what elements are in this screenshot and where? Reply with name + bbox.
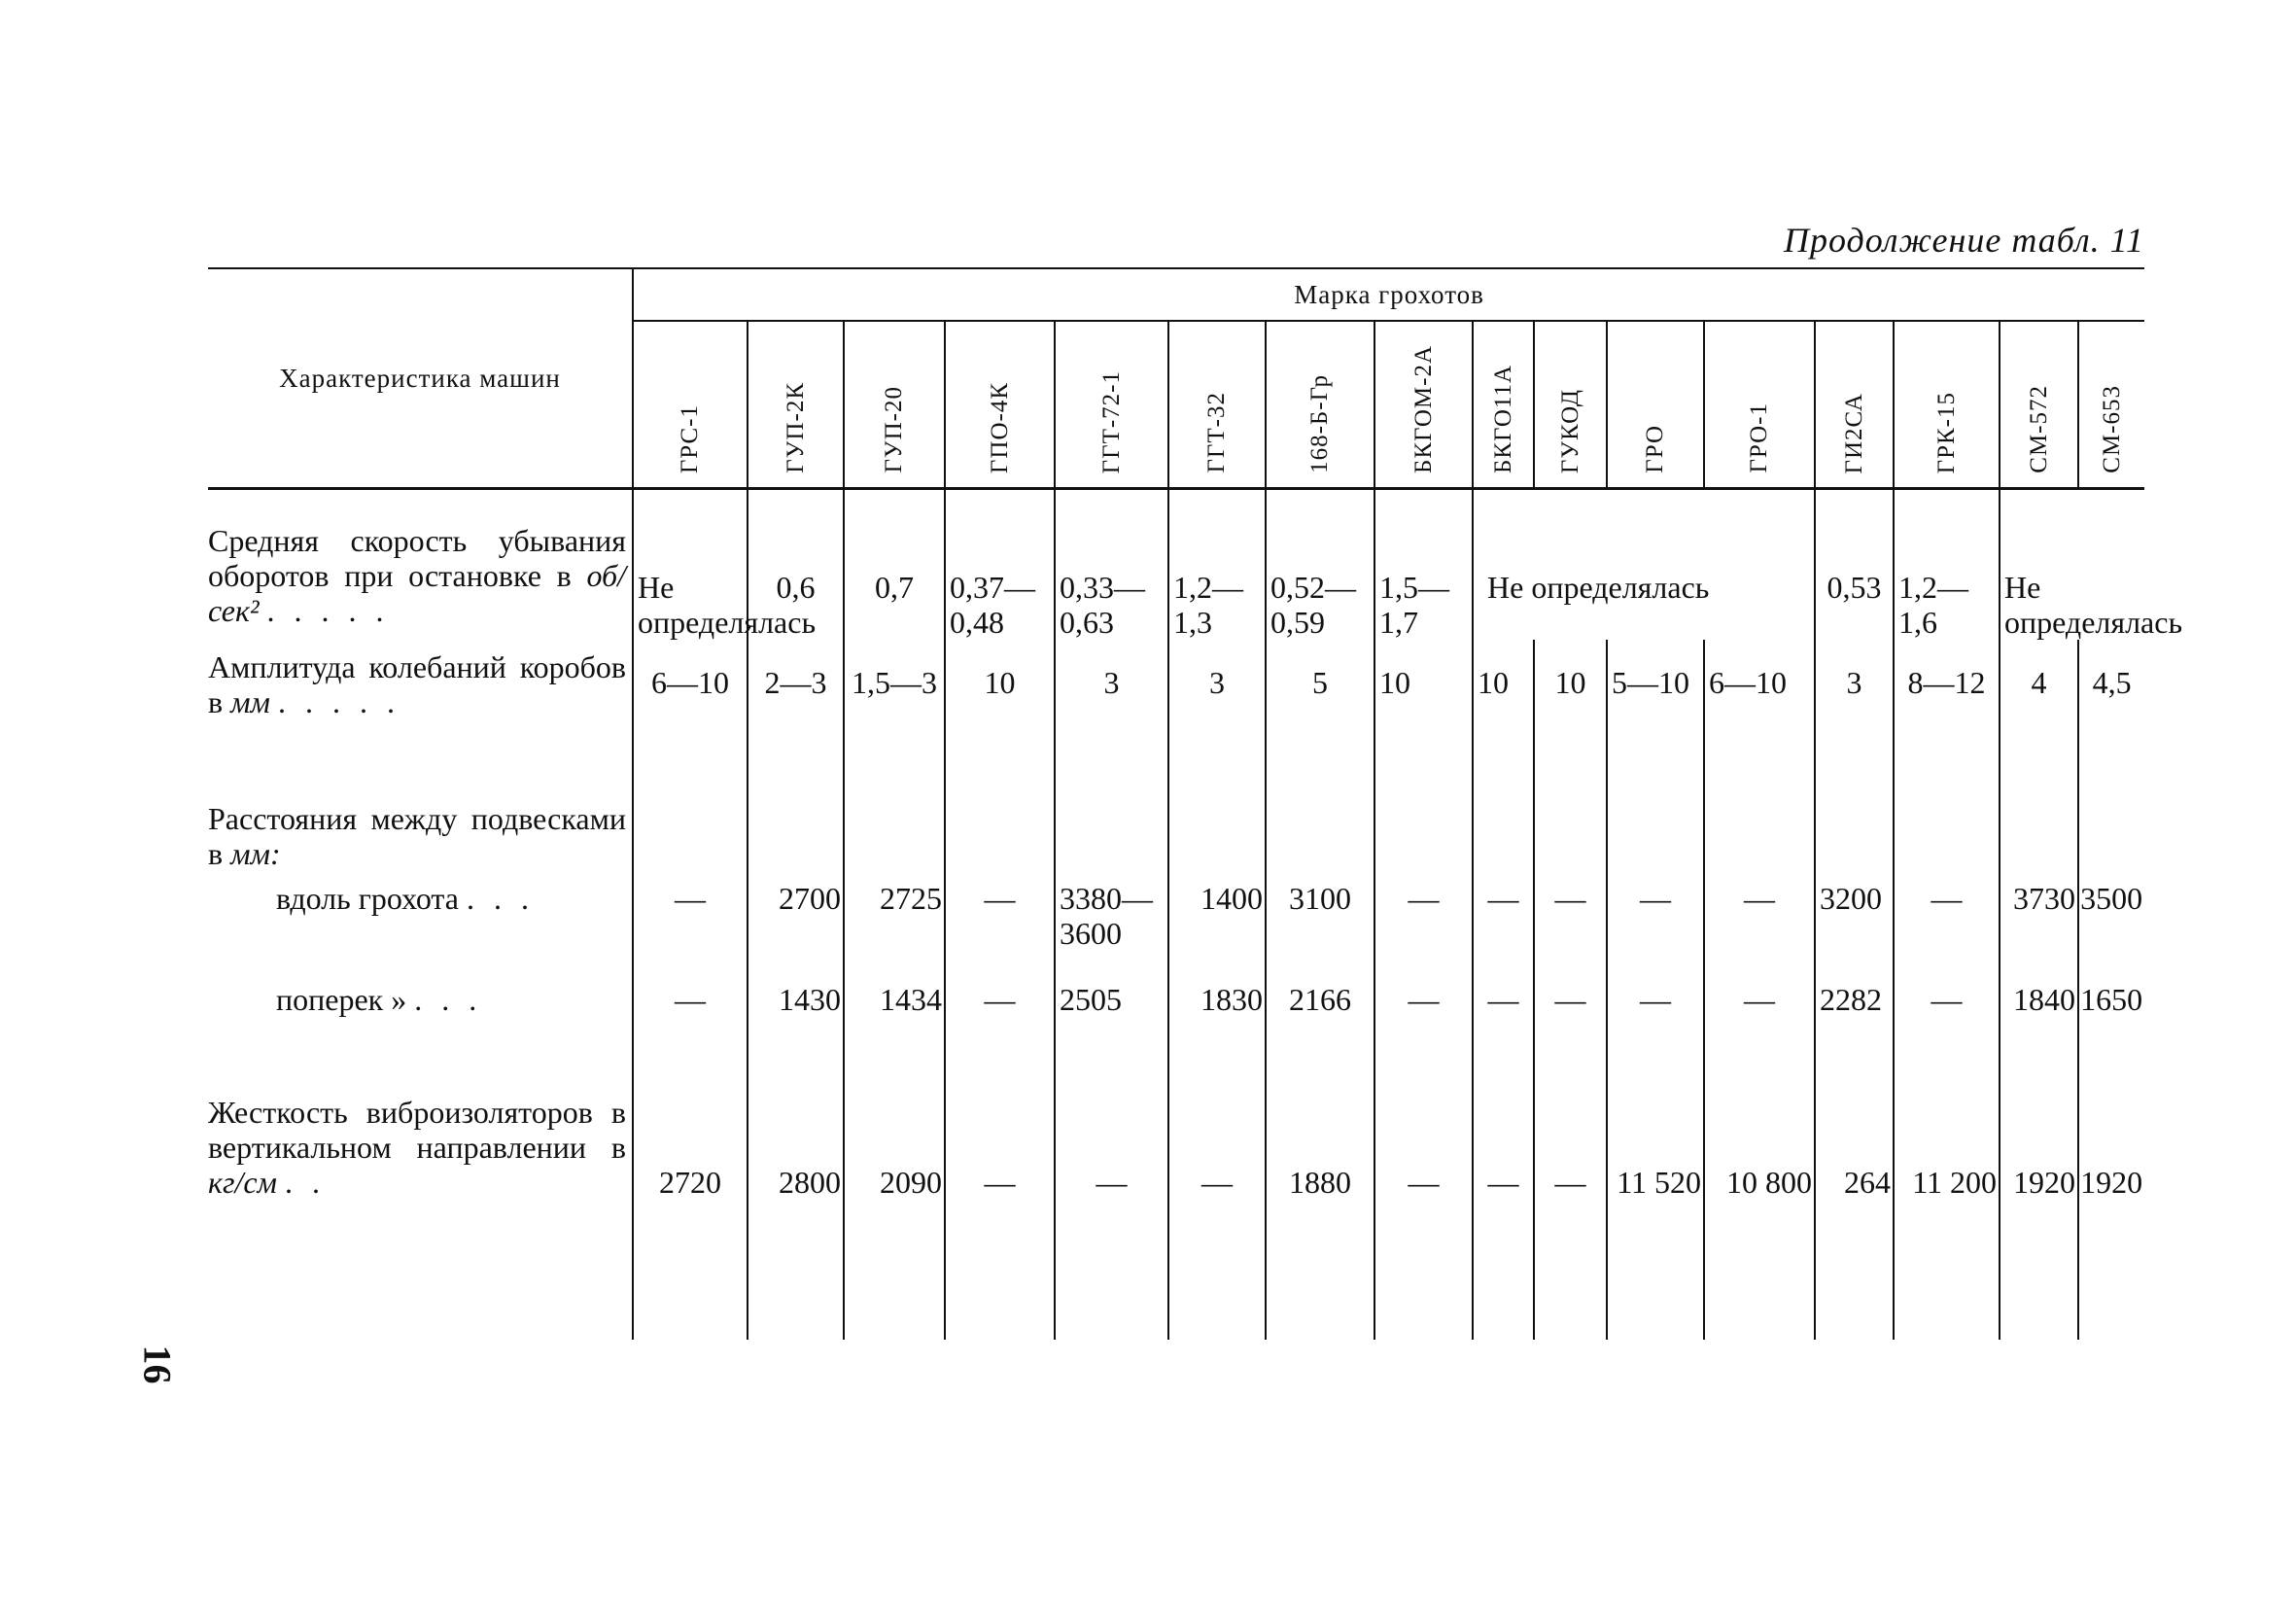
table-cell: 0,33—0,63 [1055, 489, 1168, 641]
table-cell: — [1894, 970, 2000, 1075]
table-cell: 1920 [2078, 1075, 2144, 1340]
table-cell: 0,6 [748, 489, 844, 641]
brand-ggt-72-1: ГГТ-72-1 [1055, 321, 1168, 489]
table-cell: 10 [1534, 640, 1607, 772]
table-cell: 2505 [1055, 970, 1168, 1075]
table-cell: 1830 [1168, 970, 1266, 1075]
table-cell: — [945, 970, 1055, 1075]
table-cell: 0,7 [844, 489, 945, 641]
table-cell: 2725 [844, 871, 945, 970]
table-cell: 1430 [748, 970, 844, 1075]
brand-grs-1: ГРС-1 [633, 321, 748, 489]
brand-gi2sa: ГИ2СА [1815, 321, 1894, 489]
table-cell: 3730 [2000, 871, 2078, 970]
brand-bkgom-2a: БКГОМ-2А [1374, 321, 1473, 489]
brand-sm-572: СМ-572 [2000, 321, 2078, 489]
table-cell: 1650 [2078, 970, 2144, 1075]
table-cell: — [1894, 871, 2000, 970]
table-cell: 1,5—1,7 [1374, 489, 1473, 641]
row-label-across: поперек » . . . [276, 982, 483, 1017]
table-cell: 2800 [748, 1075, 844, 1340]
table-cell: 4,5 [2078, 640, 2144, 772]
table-cell: — [1607, 871, 1704, 970]
table-cell: — [945, 871, 1055, 970]
table-cell: 10 [945, 640, 1055, 772]
table-cell: 1920 [2000, 1075, 2078, 1340]
row-label-along: вдоль грохота . . . [276, 881, 535, 916]
table-cell: — [945, 1075, 1055, 1340]
table-cell: — [1473, 1075, 1534, 1340]
table-cell: — [1374, 970, 1473, 1075]
table-cell: 10 [1473, 640, 1534, 772]
table-cell: 1880 [1266, 1075, 1374, 1340]
row-label-distance: Расстояния между подвесками в мм: [208, 801, 626, 871]
table-cell: 8—12 [1894, 640, 2000, 772]
table-cell: — [1534, 1075, 1607, 1340]
table-cell: — [1607, 970, 1704, 1075]
brand-header: Марка грохотов [633, 268, 2144, 321]
table-cell: Не определялась [1473, 489, 1815, 641]
table-cell: — [1168, 1075, 1266, 1340]
brand-gukod: ГУКОД [1534, 321, 1607, 489]
table-cell: 3 [1168, 640, 1266, 772]
table-cell: — [1473, 970, 1534, 1075]
table-cell: — [633, 970, 748, 1075]
table-cell: — [1534, 970, 1607, 1075]
brand-ggt-32: ГГТ-32 [1168, 321, 1266, 489]
table-cell: — [1055, 1075, 1168, 1340]
table-caption: Продолжение табл. 11 [1783, 221, 2144, 260]
table-row [208, 772, 2144, 871]
table-cell: 3 [1055, 640, 1168, 772]
table-row [208, 640, 2144, 772]
brand-gup-20: ГУП-20 [844, 321, 945, 489]
table-cell: 11 520 [1607, 1075, 1704, 1340]
row-label-amplitude: Амплитуда колебаний коробов в мм . . . . . [208, 649, 626, 719]
table-row [208, 871, 2144, 970]
table-cell: 11 200 [1894, 1075, 2000, 1340]
table-cell: — [1704, 871, 1815, 970]
brand-gro-1: ГРО-1 [1704, 321, 1815, 489]
table-cell: 5—10 [1607, 640, 1704, 772]
table-cell: — [1374, 871, 1473, 970]
table-cell: 3380—3600 [1055, 871, 1168, 970]
table-cell: 1434 [844, 970, 945, 1075]
row-label-stiffness: Жесткость виброизоляторов в вертикальном направлении в кг/см . . [208, 1095, 626, 1200]
table-cell: 2090 [844, 1075, 945, 1340]
page-number: 16 [135, 1345, 180, 1384]
brand-gpo-4k: ГПО-4К [945, 321, 1055, 489]
table-cell: 10 [1374, 640, 1473, 772]
table-cell: 264 [1815, 1075, 1894, 1340]
table-cell: 2166 [1266, 970, 1374, 1075]
table-cell: 10 800 [1704, 1075, 1815, 1340]
brand-bkgo11a: БКГО11А [1473, 321, 1534, 489]
table-cell: 1,2—1,3 [1168, 489, 1266, 641]
table-cell: — [1374, 1075, 1473, 1340]
table-cell: 1840 [2000, 970, 2078, 1075]
brand-gro: ГРО [1607, 321, 1704, 489]
table-cell: 0,53 [1815, 489, 1894, 641]
table-cell: — [1704, 970, 1815, 1075]
screen-characteristics-table [208, 267, 2183, 1340]
table-cell: 2—3 [748, 640, 844, 772]
characteristics-header: Характеристика машин [208, 268, 633, 489]
table-cell: 0,37—0,48 [945, 489, 1055, 641]
table-cell: 5 [1266, 640, 1374, 772]
table-row [208, 489, 2144, 641]
brand-168-b-gr: 168-Б-Гр [1266, 321, 1374, 489]
table-cell: 6—10 [1704, 640, 1815, 772]
table-cell: 3 [1815, 640, 1894, 772]
table-cell: 0,52—0,59 [1266, 489, 1374, 641]
table-cell: 1400 [1168, 871, 1266, 970]
table-cell: Не определялась [2000, 489, 2144, 641]
table-cell: 1,2—1,6 [1894, 489, 2000, 641]
brand-sm-653: СМ-653 [2078, 321, 2144, 489]
row-label-speed: Средняя скорость убывания оборотов при остановке в об/сек² . . . . . [208, 523, 627, 628]
table-cell: 3200 [1815, 871, 1894, 970]
table-cell: 3500 [2078, 871, 2144, 970]
table-cell: 3100 [1266, 871, 1374, 970]
table-cell: — [1534, 871, 1607, 970]
table-cell: — [633, 871, 748, 970]
table-cell: 2282 [1815, 970, 1894, 1075]
table-cell: 2700 [748, 871, 844, 970]
brand-gup-2k: ГУП-2К [748, 321, 844, 489]
table-row [208, 970, 2144, 1075]
table-cell: 4 [2000, 640, 2078, 772]
table-cell: Не определялась [633, 489, 748, 641]
brand-grk-15: ГРК-15 [1894, 321, 2000, 489]
table-row [208, 1075, 2144, 1340]
table-cell: 6—10 [633, 640, 748, 772]
table-cell: 2720 [633, 1075, 748, 1340]
table-cell: 1,5—3 [844, 640, 945, 772]
table-cell: — [1473, 871, 1534, 970]
